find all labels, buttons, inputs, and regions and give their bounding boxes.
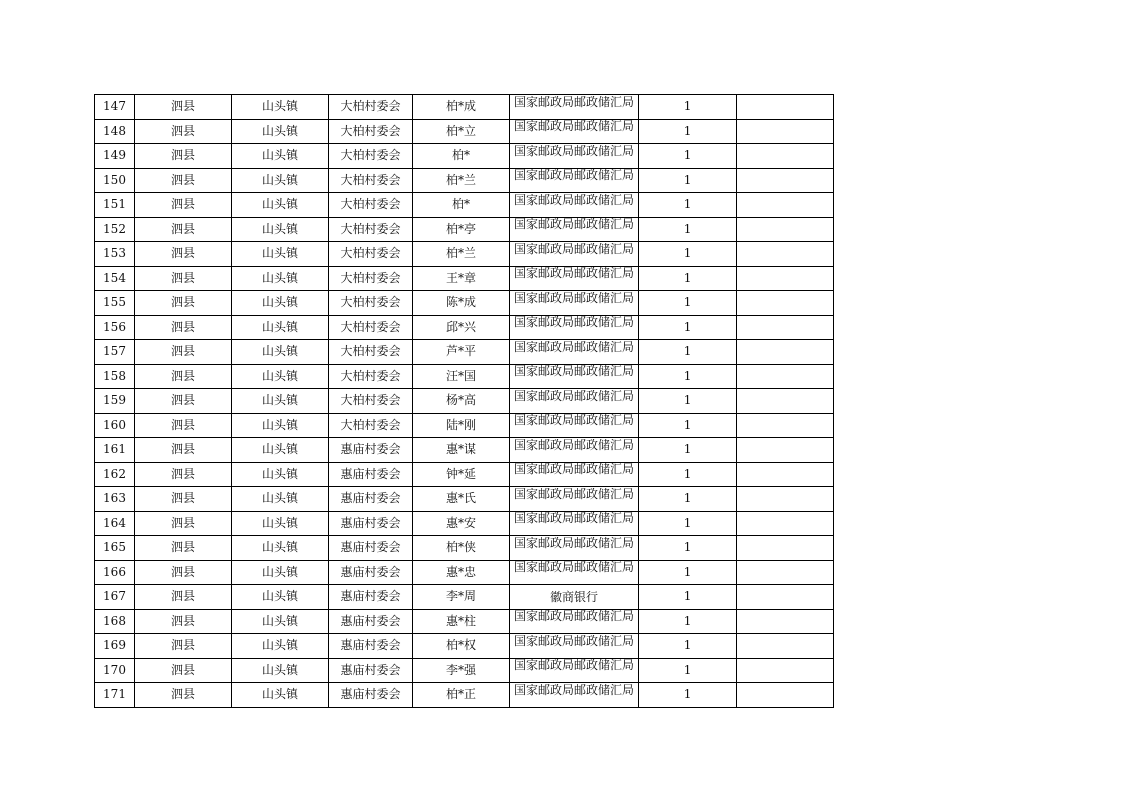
- village-committee-cell: 大柏村委会: [329, 413, 413, 438]
- count-cell: 1: [639, 536, 737, 561]
- bank-name-text: 国家邮政局邮政储汇局: [514, 144, 635, 158]
- county-cell: 泗县: [135, 364, 232, 389]
- town-cell: 山头镇: [232, 487, 329, 512]
- bank-name-text: 国家邮政局邮政储汇局: [514, 316, 635, 330]
- remark-cell: [737, 413, 834, 438]
- bank-cell: [510, 413, 639, 438]
- village-committee-cell: 惠庙村委会: [329, 658, 413, 683]
- table-row: [95, 634, 834, 659]
- remark-cell: [737, 609, 834, 634]
- village-committee-cell: 大柏村委会: [329, 193, 413, 218]
- table-row: [95, 413, 834, 438]
- row-number-cell: 169: [95, 634, 135, 659]
- table-row: [95, 340, 834, 365]
- bank-cell: [510, 95, 639, 120]
- town-cell: 山头镇: [232, 291, 329, 316]
- bank-name-text: 国家邮政局邮政储汇局: [514, 218, 635, 232]
- bank-cell: [510, 634, 639, 659]
- records-table: [94, 94, 834, 708]
- remark-cell: [737, 168, 834, 193]
- remark-cell: [737, 560, 834, 585]
- village-committee-cell: 大柏村委会: [329, 95, 413, 120]
- village-committee-cell: 惠庙村委会: [329, 511, 413, 536]
- village-committee-cell: 大柏村委会: [329, 119, 413, 144]
- bank-cell: [510, 168, 639, 193]
- bank-cell: [510, 438, 639, 463]
- county-cell: 泗县: [135, 536, 232, 561]
- town-cell: 山头镇: [232, 168, 329, 193]
- row-number-cell: 161: [95, 438, 135, 463]
- remark-cell: [737, 389, 834, 414]
- count-cell: 1: [639, 438, 737, 463]
- county-cell: 泗县: [135, 340, 232, 365]
- town-cell: 山头镇: [232, 144, 329, 169]
- count-cell: 1: [639, 560, 737, 585]
- count-cell: 1: [639, 242, 737, 267]
- village-committee-cell: 惠庙村委会: [329, 438, 413, 463]
- county-cell: 泗县: [135, 585, 232, 610]
- county-cell: 泗县: [135, 95, 232, 120]
- name-cell: 柏*: [413, 144, 510, 169]
- name-cell: 柏*: [413, 193, 510, 218]
- bank-name-text: 国家邮政局邮政储汇局: [514, 634, 635, 648]
- name-cell: 柏*兰: [413, 168, 510, 193]
- count-cell: 1: [639, 389, 737, 414]
- town-cell: 山头镇: [232, 585, 329, 610]
- village-committee-cell: 惠庙村委会: [329, 462, 413, 487]
- bank-cell: [510, 389, 639, 414]
- county-cell: 泗县: [135, 144, 232, 169]
- remark-cell: [737, 340, 834, 365]
- table-row: [95, 95, 834, 120]
- county-cell: 泗县: [135, 658, 232, 683]
- table-row: [95, 242, 834, 267]
- county-cell: 泗县: [135, 413, 232, 438]
- row-number-cell: 153: [95, 242, 135, 267]
- name-cell: 柏*正: [413, 683, 510, 708]
- count-cell: 1: [639, 144, 737, 169]
- row-number-cell: 156: [95, 315, 135, 340]
- town-cell: 山头镇: [232, 511, 329, 536]
- town-cell: 山头镇: [232, 438, 329, 463]
- bank-cell: [510, 119, 639, 144]
- name-cell: 钟*延: [413, 462, 510, 487]
- remark-cell: [737, 536, 834, 561]
- bank-cell: [510, 315, 639, 340]
- row-number-cell: 158: [95, 364, 135, 389]
- row-number-cell: 154: [95, 266, 135, 291]
- count-cell: 1: [639, 217, 737, 242]
- bank-cell: [510, 585, 639, 610]
- row-number-cell: 147: [95, 95, 135, 120]
- count-cell: 1: [639, 291, 737, 316]
- bank-name-text: 国家邮政局邮政储汇局: [514, 487, 635, 501]
- name-cell: 邱*兴: [413, 315, 510, 340]
- county-cell: 泗县: [135, 389, 232, 414]
- village-committee-cell: 惠庙村委会: [329, 585, 413, 610]
- county-cell: 泗县: [135, 560, 232, 585]
- bank-name-text: 国家邮政局邮政储汇局: [514, 683, 635, 697]
- name-cell: 李*强: [413, 658, 510, 683]
- table-row: [95, 364, 834, 389]
- town-cell: 山头镇: [232, 658, 329, 683]
- bank-cell: [510, 487, 639, 512]
- bank-name-text: 国家邮政局邮政储汇局: [514, 536, 635, 550]
- bank-name-text: 国家邮政局邮政储汇局: [514, 242, 635, 256]
- bank-cell: [510, 462, 639, 487]
- name-cell: 惠*氏: [413, 487, 510, 512]
- name-cell: 李*周: [413, 585, 510, 610]
- bank-name-text: 国家邮政局邮政储汇局: [514, 463, 635, 477]
- town-cell: 山头镇: [232, 634, 329, 659]
- table-row: [95, 585, 834, 610]
- town-cell: 山头镇: [232, 536, 329, 561]
- bank-cell: [510, 217, 639, 242]
- table-row: [95, 438, 834, 463]
- table-row: [95, 487, 834, 512]
- name-cell: 柏*侠: [413, 536, 510, 561]
- bank-name-text: 国家邮政局邮政储汇局: [514, 389, 635, 403]
- remark-cell: [737, 364, 834, 389]
- document-sheet: [94, 94, 834, 708]
- name-cell: 惠*忠: [413, 560, 510, 585]
- county-cell: 泗县: [135, 511, 232, 536]
- county-cell: 泗县: [135, 119, 232, 144]
- bank-name-text: 国家邮政局邮政储汇局: [514, 267, 635, 281]
- table-row: [95, 266, 834, 291]
- row-number-cell: 164: [95, 511, 135, 536]
- row-number-cell: 170: [95, 658, 135, 683]
- remark-cell: [737, 462, 834, 487]
- table-row: [95, 560, 834, 585]
- name-cell: 柏*成: [413, 95, 510, 120]
- town-cell: 山头镇: [232, 389, 329, 414]
- count-cell: 1: [639, 658, 737, 683]
- town-cell: 山头镇: [232, 462, 329, 487]
- name-cell: 柏*权: [413, 634, 510, 659]
- town-cell: 山头镇: [232, 119, 329, 144]
- table-row: [95, 609, 834, 634]
- bank-name-text: 国家邮政局邮政储汇局: [514, 169, 635, 183]
- village-committee-cell: 惠庙村委会: [329, 487, 413, 512]
- bank-cell: [510, 609, 639, 634]
- name-cell: 汪*国: [413, 364, 510, 389]
- row-number-cell: 167: [95, 585, 135, 610]
- remark-cell: [737, 266, 834, 291]
- count-cell: 1: [639, 193, 737, 218]
- town-cell: 山头镇: [232, 413, 329, 438]
- bank-name-text: 国家邮政局邮政储汇局: [514, 659, 635, 673]
- bank-cell: [510, 242, 639, 267]
- village-committee-cell: 惠庙村委会: [329, 536, 413, 561]
- remark-cell: [737, 658, 834, 683]
- county-cell: 泗县: [135, 487, 232, 512]
- bank-name-text: 国家邮政局邮政储汇局: [514, 340, 635, 354]
- remark-cell: [737, 315, 834, 340]
- village-committee-cell: 大柏村委会: [329, 340, 413, 365]
- village-committee-cell: 惠庙村委会: [329, 683, 413, 708]
- village-committee-cell: 大柏村委会: [329, 291, 413, 316]
- county-cell: 泗县: [135, 634, 232, 659]
- bank-cell: [510, 683, 639, 708]
- row-number-cell: 150: [95, 168, 135, 193]
- town-cell: 山头镇: [232, 266, 329, 291]
- village-committee-cell: 大柏村委会: [329, 364, 413, 389]
- remark-cell: [737, 119, 834, 144]
- row-number-cell: 162: [95, 462, 135, 487]
- name-cell: 陈*成: [413, 291, 510, 316]
- bank-name-text: 国家邮政局邮政储汇局: [514, 512, 635, 526]
- bank-name-text: 国家邮政局邮政储汇局: [514, 561, 635, 575]
- count-cell: 1: [639, 364, 737, 389]
- village-committee-cell: 大柏村委会: [329, 242, 413, 267]
- name-cell: 陆*刚: [413, 413, 510, 438]
- bank-name-text: 国家邮政局邮政储汇局: [514, 291, 635, 305]
- row-number-cell: 171: [95, 683, 135, 708]
- row-number-cell: 148: [95, 119, 135, 144]
- name-cell: 惠*柱: [413, 609, 510, 634]
- remark-cell: [737, 144, 834, 169]
- remark-cell: [737, 193, 834, 218]
- village-committee-cell: 大柏村委会: [329, 217, 413, 242]
- table-body: [95, 95, 834, 708]
- village-committee-cell: 大柏村委会: [329, 266, 413, 291]
- village-committee-cell: 大柏村委会: [329, 168, 413, 193]
- bank-name-text: 国家邮政局邮政储汇局: [514, 120, 635, 134]
- count-cell: 1: [639, 95, 737, 120]
- bank-name-text: 国家邮政局邮政储汇局: [514, 193, 635, 207]
- name-cell: 柏*立: [413, 119, 510, 144]
- remark-cell: [737, 585, 834, 610]
- village-committee-cell: 大柏村委会: [329, 315, 413, 340]
- name-cell: 惠*安: [413, 511, 510, 536]
- remark-cell: [737, 291, 834, 316]
- bank-cell: [510, 340, 639, 365]
- row-number-cell: 157: [95, 340, 135, 365]
- town-cell: 山头镇: [232, 242, 329, 267]
- bank-name-text: 国家邮政局邮政储汇局: [514, 365, 635, 379]
- bank-name-text: 国家邮政局邮政储汇局: [514, 610, 635, 624]
- count-cell: 1: [639, 266, 737, 291]
- town-cell: 山头镇: [232, 193, 329, 218]
- row-number-cell: 151: [95, 193, 135, 218]
- row-number-cell: 163: [95, 487, 135, 512]
- town-cell: 山头镇: [232, 217, 329, 242]
- village-committee-cell: 惠庙村委会: [329, 609, 413, 634]
- row-number-cell: 166: [95, 560, 135, 585]
- count-cell: 1: [639, 413, 737, 438]
- table-row: [95, 389, 834, 414]
- remark-cell: [737, 634, 834, 659]
- table-row: [95, 119, 834, 144]
- bank-cell: [510, 560, 639, 585]
- bank-name-text: 国家邮政局邮政储汇局: [514, 95, 635, 109]
- table-row: [95, 193, 834, 218]
- bank-cell: [510, 536, 639, 561]
- remark-cell: [737, 438, 834, 463]
- town-cell: 山头镇: [232, 560, 329, 585]
- row-number-cell: 149: [95, 144, 135, 169]
- bank-cell: [510, 511, 639, 536]
- remark-cell: [737, 242, 834, 267]
- table-row: [95, 217, 834, 242]
- table-row: [95, 144, 834, 169]
- village-committee-cell: 大柏村委会: [329, 144, 413, 169]
- count-cell: 1: [639, 511, 737, 536]
- table-row: [95, 683, 834, 708]
- count-cell: 1: [639, 119, 737, 144]
- row-number-cell: 160: [95, 413, 135, 438]
- bank-cell: [510, 291, 639, 316]
- bank-cell: [510, 658, 639, 683]
- town-cell: 山头镇: [232, 683, 329, 708]
- table-row: [95, 168, 834, 193]
- remark-cell: [737, 95, 834, 120]
- bank-name-text: 国家邮政局邮政储汇局: [514, 438, 635, 452]
- remark-cell: [737, 683, 834, 708]
- county-cell: 泗县: [135, 291, 232, 316]
- count-cell: 1: [639, 634, 737, 659]
- county-cell: 泗县: [135, 193, 232, 218]
- table-row: [95, 511, 834, 536]
- table-row: [95, 315, 834, 340]
- table-row: [95, 536, 834, 561]
- table-row: [95, 658, 834, 683]
- bank-name-text: 国家邮政局邮政储汇局: [514, 414, 635, 428]
- county-cell: 泗县: [135, 266, 232, 291]
- bank-name-text: 徽商银行: [550, 589, 599, 604]
- count-cell: 1: [639, 683, 737, 708]
- table-row: [95, 291, 834, 316]
- name-cell: 王*章: [413, 266, 510, 291]
- county-cell: 泗县: [135, 462, 232, 487]
- county-cell: 泗县: [135, 217, 232, 242]
- town-cell: 山头镇: [232, 364, 329, 389]
- row-number-cell: 165: [95, 536, 135, 561]
- row-number-cell: 152: [95, 217, 135, 242]
- bank-cell: [510, 266, 639, 291]
- row-number-cell: 168: [95, 609, 135, 634]
- town-cell: 山头镇: [232, 95, 329, 120]
- count-cell: 1: [639, 585, 737, 610]
- town-cell: 山头镇: [232, 340, 329, 365]
- village-committee-cell: 惠庙村委会: [329, 634, 413, 659]
- town-cell: 山头镇: [232, 609, 329, 634]
- count-cell: 1: [639, 315, 737, 340]
- bank-cell: [510, 364, 639, 389]
- village-committee-cell: 惠庙村委会: [329, 560, 413, 585]
- remark-cell: [737, 487, 834, 512]
- bank-cell: [510, 193, 639, 218]
- bank-cell: [510, 144, 639, 169]
- count-cell: 1: [639, 462, 737, 487]
- count-cell: 1: [639, 340, 737, 365]
- county-cell: 泗县: [135, 438, 232, 463]
- name-cell: 惠*谋: [413, 438, 510, 463]
- name-cell: 芦*平: [413, 340, 510, 365]
- county-cell: 泗县: [135, 683, 232, 708]
- name-cell: 杨*高: [413, 389, 510, 414]
- county-cell: 泗县: [135, 315, 232, 340]
- county-cell: 泗县: [135, 609, 232, 634]
- count-cell: 1: [639, 487, 737, 512]
- count-cell: 1: [639, 609, 737, 634]
- remark-cell: [737, 511, 834, 536]
- name-cell: 柏*亭: [413, 217, 510, 242]
- remark-cell: [737, 217, 834, 242]
- town-cell: 山头镇: [232, 315, 329, 340]
- county-cell: 泗县: [135, 168, 232, 193]
- row-number-cell: 155: [95, 291, 135, 316]
- table-row: [95, 462, 834, 487]
- row-number-cell: 159: [95, 389, 135, 414]
- count-cell: 1: [639, 168, 737, 193]
- county-cell: 泗县: [135, 242, 232, 267]
- name-cell: 柏*兰: [413, 242, 510, 267]
- village-committee-cell: 大柏村委会: [329, 389, 413, 414]
